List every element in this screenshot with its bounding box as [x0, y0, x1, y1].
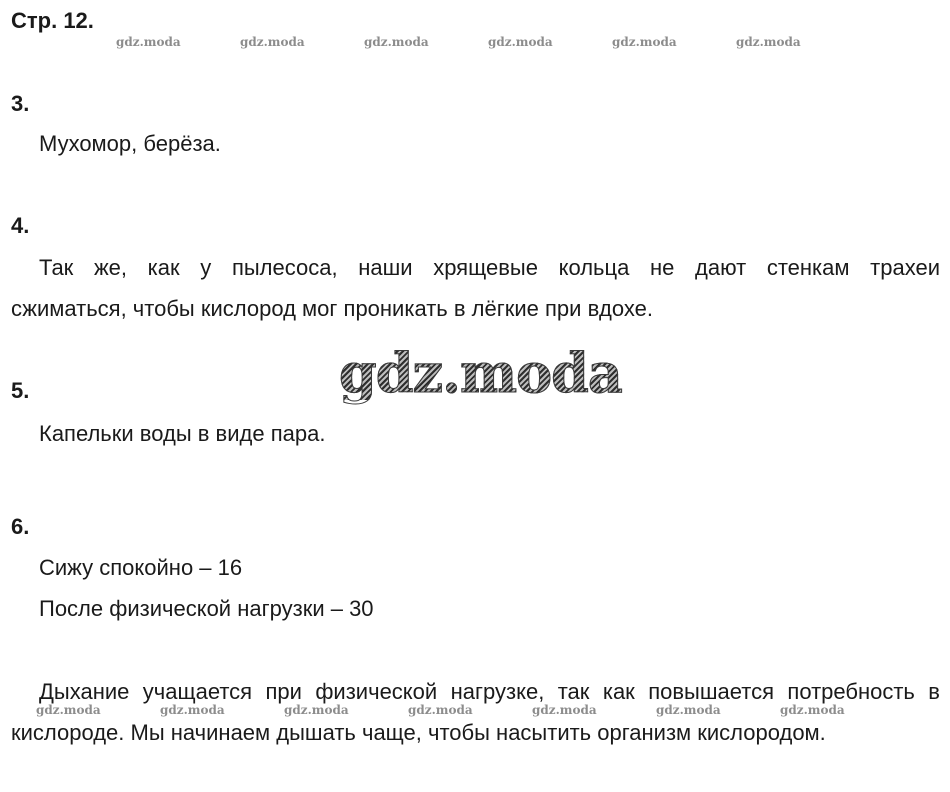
watermark-text: gdz.moda [612, 35, 677, 49]
task-explanation-line-1: Дыхание учащается при физической нагрузке, так как повышается потребность в [39, 679, 940, 704]
task-number: 4. [11, 213, 30, 238]
task-answer-line-1: Так же, как у пылесоса, наши хрящевые кольца не дают стенкам трахеи [39, 255, 940, 280]
watermark-text: gdz.moda [736, 35, 801, 49]
task-number: 3. [11, 91, 30, 116]
watermark-text: gdz.moda [240, 35, 305, 49]
watermark-logo: gdz.moda [339, 341, 622, 405]
task-answer: Мухомор, берёза. [39, 131, 221, 156]
watermark-text: gdz.moda [656, 703, 721, 717]
watermark-text: gdz.moda [488, 35, 553, 49]
task-number: 5. [11, 378, 30, 403]
task-explanation-line-2: кислороде. Мы начинаем дышать чаще, чтобы насытить организм кислородом. [11, 720, 826, 745]
task-answer-line-2: После физической нагрузки – 30 [39, 596, 374, 621]
watermark-text: gdz.moda [532, 703, 597, 717]
page-title: Стр. 12. [11, 8, 94, 33]
watermark-text: gdz.moda [284, 703, 349, 717]
task-answer-line-1: Сижу спокойно – 16 [39, 555, 243, 580]
watermark-text: gdz.moda [116, 35, 181, 49]
task-number: 6. [11, 514, 30, 539]
watermark-text: gdz.moda [780, 703, 845, 717]
task-answer: Капельки воды в виде пара. [39, 421, 326, 446]
task-answer-line-2: сжиматься, чтобы кислород мог проникать в лёгкие при вдохе. [11, 296, 653, 321]
watermark-text: gdz.moda [36, 703, 101, 717]
watermark-text: gdz.moda [160, 703, 225, 717]
watermark-text: gdz.moda [364, 35, 429, 49]
watermark-text: gdz.moda [408, 703, 473, 717]
